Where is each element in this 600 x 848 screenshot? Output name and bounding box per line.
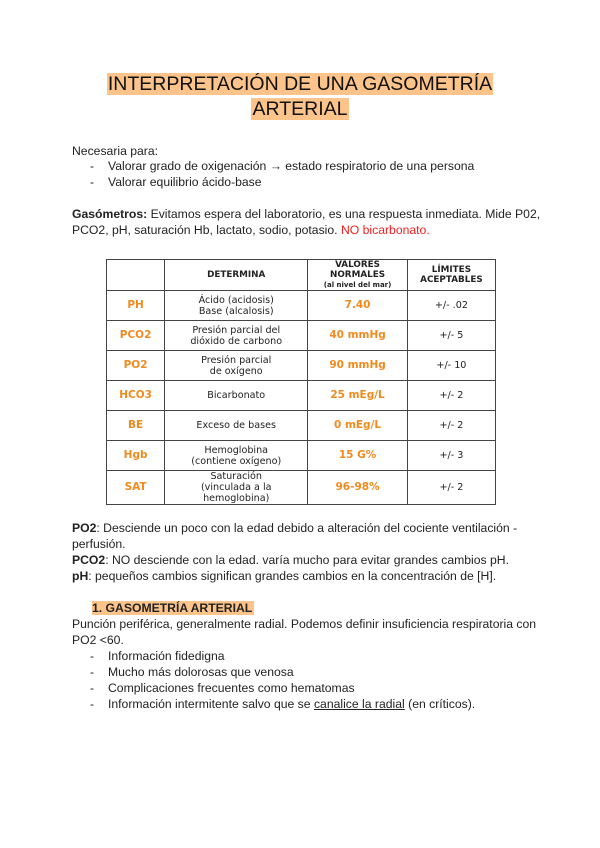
table-row (107, 441, 496, 471)
gasometros-warning: NO bicarbonato. (340, 223, 430, 237)
po2-note: PO2: Desciende un poco con la edad debido a alteración del cociente ventilación - perfusión. (72, 521, 518, 551)
param-cell: BE (107, 411, 165, 441)
list-item: - Información fidedigna (90, 649, 225, 663)
table-row (107, 351, 496, 381)
gasometros-paragraph (72, 206, 542, 238)
page-title (60, 72, 540, 122)
list-item: - Información intermitente salvo que se canalice la radial (en críticos). (90, 697, 476, 711)
table-row (107, 381, 496, 411)
value-cell: 90 mmHg (308, 351, 408, 381)
table-row (107, 471, 496, 505)
ph-note: pH: pequeños cambios significan grandes cambios en la concentración de [H]. (72, 569, 497, 583)
section-heading: 1. GASOMETRÍA ARTERIAL (92, 601, 253, 615)
table-header-row (107, 260, 496, 291)
intro-item-1: - Valorar grado de oxigenación → estado respiratorio de una persona (90, 159, 475, 173)
param-cell: HCO3 (107, 381, 165, 411)
param-cell: SAT (107, 471, 165, 505)
limit-cell: +/- 2 (407, 381, 495, 411)
limit-cell: +/- 2 (407, 471, 495, 505)
gasometros-text: Evitamos espera del laboratorio, es una respuesta inmediata. Mide P02, PCO2, pH, saturación Hb, lactato, sodio, potasio. (72, 207, 541, 237)
limit-cell: +/- .02 (407, 291, 495, 321)
value-cell: 15 G% (308, 441, 408, 471)
determina-cell: Exceso de bases (165, 411, 308, 441)
header-limites: LÍMITES ACEPTABLES (407, 260, 495, 291)
table-row (107, 291, 496, 321)
limit-cell: +/- 10 (407, 351, 495, 381)
list-item: - Complicaciones frecuentes como hematomas (90, 681, 355, 695)
table-row (107, 321, 496, 351)
pco2-note: PCO2: NO desciende con la edad. varía mucho para evitar grandes cambios pH. (72, 553, 509, 567)
value-cell: 0 mEg/L (308, 411, 408, 441)
limit-cell: +/- 5 (407, 321, 495, 351)
limit-cell: +/- 3 (407, 441, 495, 471)
title-line-1: INTERPRETACIÓN DE UNA GASOMETRÍA (107, 73, 493, 95)
determina-cell: Bicarbonato (165, 381, 308, 411)
determina-cell: Presión parcial del dióxido de carbono (165, 321, 308, 351)
gasometros-term: Gasómetros: (72, 207, 148, 221)
underlined-text: canalice la radial (313, 697, 405, 711)
intro-item-2: - Valorar equilibrio ácido-base (90, 175, 262, 189)
param-cell: PCO2 (107, 321, 165, 351)
section-text: Punción periférica, generalmente radial. Podemos definir insuficiencia respiratoria con PO2 <60. (72, 617, 537, 647)
determina-cell: Hemoglobina (contiene oxígeno) (165, 441, 308, 471)
header-valores: VALORES NORMALES (al nivel del mar) (308, 260, 408, 291)
title-line-2: ARTERIAL (252, 98, 348, 120)
param-cell: PH (107, 291, 165, 321)
param-cell: PO2 (107, 351, 165, 381)
header-blank (107, 260, 165, 291)
table-row (107, 411, 496, 441)
value-cell: 96-98% (308, 471, 408, 505)
determina-cell: Presión parcial de oxígeno (165, 351, 308, 381)
intro-label: Necesaria para: (72, 144, 159, 158)
header-determina: DETERMINA (165, 260, 308, 291)
determina-cell: Ácido (acidosis) Base (alcalosis) (165, 291, 308, 321)
value-cell: 7.40 (308, 291, 408, 321)
gasometry-table (106, 259, 496, 505)
param-cell: Hgb (107, 441, 165, 471)
value-cell: 40 mmHg (308, 321, 408, 351)
determina-cell: Saturación (vinculada a la hemoglobina) (165, 471, 308, 505)
limit-cell: +/- 2 (407, 411, 495, 441)
list-item: - Mucho más dolorosas que venosa (90, 665, 294, 679)
value-cell: 25 mEg/L (308, 381, 408, 411)
